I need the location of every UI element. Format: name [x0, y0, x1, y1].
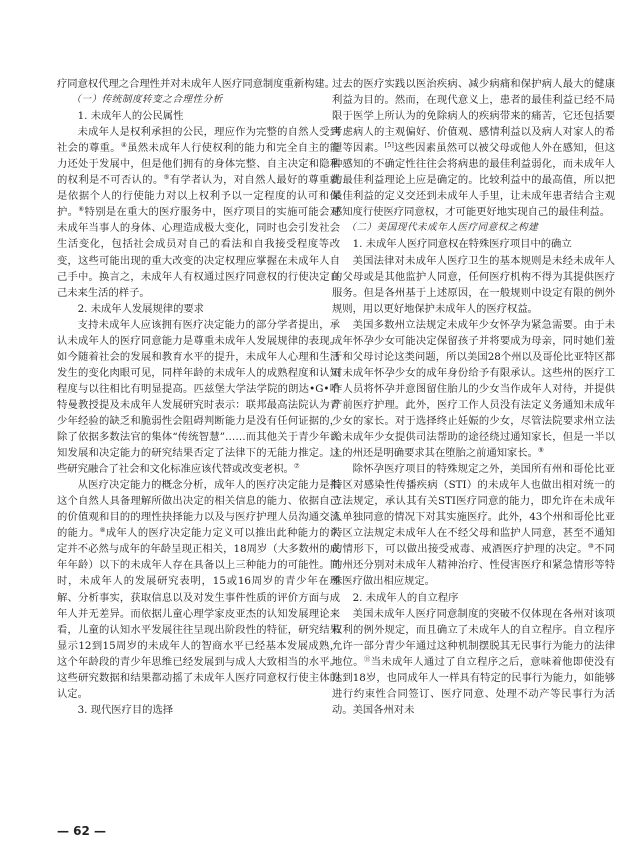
text-span: 支持未成年人应该拥有医疗决定能力的部分学者提出，承认未成年人的医疗同意能力是尊重未成年人发展规律的表现。如今随着社会的发展和教育水平的提升，未成年人心理和生活发生的变化肉眼可见，同样年龄的未成年人的成熟程度和认知程度与以往相比有明显提高。匹兹堡大学法学院的朗达•G•哈特曼教授提及未成年人发展研究时表示：联邦最高法院认为青少年经验的缺乏和脆弱性会阻碍判断能力是没有任何证据的，除了依据多数法官的集体“传统智慧”……而其他关于青少年认知发展和决定能力的研究结果否定了法律下的无能力推定。这些研究融合了社会和文化标准应该代替或改变老枳。	[57, 318, 340, 476]
subsection-heading: 2. 未成年人的自立程序	[352, 591, 459, 604]
text-span: 这些因素虽然可以被父母或他人外在感知，但这种感知的不确定性往往会将病患的最佳利益弱化，而未成年人的最佳利益理论上应是确定的。比较利益中的最高值，所以把最佳利益的定义交还到未成年人手里，让未成年患者结合主观感知度行使医疗同意权，才可能更好地实现自己的最佳利益。	[332, 142, 616, 219]
footnote-marker[interactable]: ⑤	[163, 173, 170, 182]
footnote-marker[interactable]: ⑪	[363, 654, 371, 663]
paragraph	[332, 76, 615, 220]
paragraph	[332, 317, 615, 461]
section-heading: （二）美国现代未成年人医疗同意权之构建	[346, 222, 539, 234]
footnote-marker[interactable]: ④	[120, 141, 128, 150]
text-span: 不同的州还分别对未成年人精神治疗、性侵害医疗和紧急情形等特殊医疗做出相应规定。	[332, 543, 616, 588]
paragraph	[332, 461, 615, 589]
text-span: 美国多数州立法规定未成年少女怀孕为紧急需要。由于未成年怀孕少女可能决定保留孩子并将要成为母亲，同时她们羞于和父母讨论这类问题，所以美国28个州以及哥伦比亚特区都对未成年怀孕少女的成年身份给予有限承认。这些州的医疗工作人员将怀孕并意图留住胎儿的少女当作成年人对待，并提供产前医疗护理。此外，医疗工作人员没有法定义务通知未成年少女的家长。对于选择终止妊娠的少女，尽管法院要求州立法给未成年少女提供司法帮助的途径绕过通知家长，但是一半以上的州还是明确要求其在堕胎之前通知家长。	[332, 318, 615, 460]
text-span: 当未成年人通过了自立程序之后，意味着他即使没有达到18岁，也同成年人一样具有特定的民事行为能力，如能够进行约束性合同签订、医疗同意、处理不动产等民事行为活动。美国各州对未	[332, 655, 616, 716]
text-span: 成年人的医疗决定能力定义可以推出此种能力的认定并不必然与成年的年龄呈现正相关，18周岁（大多数州的成年年龄）以下的未成年人存在具备以上三种能力的可能性。同时，未成年人的发展研究表明，15或16周岁的青少年在理解、分析事实，获取信息以及对发生事件性质的评价方面与成年人并无差异。而依据儿童心理学家皮亚杰的认知发展理论来看，儿童的认知水平发展往往呈现出阶段性的特征，研究结果显示12到15周岁的未成年人的智商水平已经基本发展成熟，这个年龄段的青少年思维已经发展到与成人大致相当的水平。这些研究数据和结果都动摇了未成年人医疗同意权行使主体的认定。	[57, 527, 341, 700]
text-span: 特别是在重大的医疗服务中，医疗项目的实施可能会对未成年当事人的身体、心理造成极大变化，同时也会引发社会生活变化，包括社会成员对自己的看法和自我接受程度等改变，这些可能出现的重大改变的决定权理应掌握在未成年人自己手中。换言之，未成年人有权通过医疗同意权的行使决定自己未来生活的样子。	[57, 206, 341, 299]
footnote-marker[interactable]: ⑨	[537, 446, 544, 455]
text-span: 美国法律对未成年人医疗卫生的基本规则是未经未成年人的父母或是其他监护人同意，任何医疗机构不得为其提供医疗服务。但是各州基于上述原因，在一般规则中设定有限的例外规则，用以更好地保护未成年人的医疗权益。	[332, 254, 615, 315]
paragraph	[57, 317, 340, 477]
left-column	[57, 76, 340, 718]
footnote-marker[interactable]: ⑥	[78, 205, 85, 214]
subsection-heading: 1. 未成年人医疗同意权在特殊医疗项目中的确立	[352, 238, 572, 251]
footnote-marker[interactable]: ⑦	[293, 462, 300, 471]
text-span: 美国未成年人医疗同意制度的突破不仅体现在各州对该项权利的例外规定，而且确立了未成年人的自立程序。自立程序允许一部分青少年通过这种机制摆脱其无民事行为能力的法律地位。	[332, 607, 615, 668]
text-span: 有学者认为，对自然人最好的尊重就是依据个人的行使能力对以上权利予以一定程度的认可和保护。	[57, 174, 341, 219]
paragraph	[332, 253, 615, 317]
footnote-marker[interactable]: ⑩	[587, 542, 595, 551]
paragraph	[57, 124, 340, 301]
page-number: — 62 —	[57, 824, 107, 838]
footnote-marker[interactable]: ⑧	[99, 526, 106, 535]
paragraph	[57, 477, 340, 702]
paragraph	[332, 606, 615, 718]
text-span: 未成年人是权利承担的公民，理应作为完整的自然人受到社会的尊重。	[57, 126, 340, 155]
text-span: 虽然未成年人行使权利的能力和完全自主的能力还处于发展中，但是他们拥有的身体完整、自主决定和隐私的权利是不可否认的。	[57, 142, 341, 187]
text-span: 除怀孕医疗项目的特殊规定之外，美国所有州和哥伦比亚特区对感染性传播疾病（STI）的未成年人也做出相对统一的立法规定，承认其有关STI医疗同意的能力，即允许在未成年人单独同意的情况下对其实施医疗。此外，43个州和哥伦比亚特区立法规定未成年人在不经父母和监护人同意，甚至不通知的情形下，可以做出接受戒毒、戒酒医疗护理的决定。	[332, 463, 615, 556]
right-column	[332, 76, 615, 718]
paragraph: 疗同意权代理之合理性并对未成年人医疗同意制度重新构建。	[57, 78, 336, 90]
footnote-marker[interactable]: [5]	[384, 141, 394, 150]
subsection-heading: 2. 未成年人发展规律的要求	[77, 302, 204, 315]
subsection-heading: 1. 未成年人的公民属性	[77, 110, 184, 123]
subsection-heading: 3. 现代医疗目的选择	[77, 703, 174, 716]
section-heading: （一）传统制度转变之合理性分析	[71, 94, 223, 106]
text-span: 过去的医疗实践以医治疾病、减少病痛和保护病人最大的健康利益为目的。然而，在现代意义上，患者的最佳利益已经不局限于医学上所认为的免除病人的疾病带来的痛苦，它还包括要考虑病人的主观偏好、价值观、感情利益以及病人对家人的希望等因素。	[332, 78, 615, 155]
text-span: 从医疗决定能力的概念分析，成年人的医疗决定能力是指这个自然人具备理解所做出决定的相关信息的能力、依据自己的价值观和目的的理性抉择能力以及与医疗护理人员沟通交流的能力。	[57, 479, 340, 540]
